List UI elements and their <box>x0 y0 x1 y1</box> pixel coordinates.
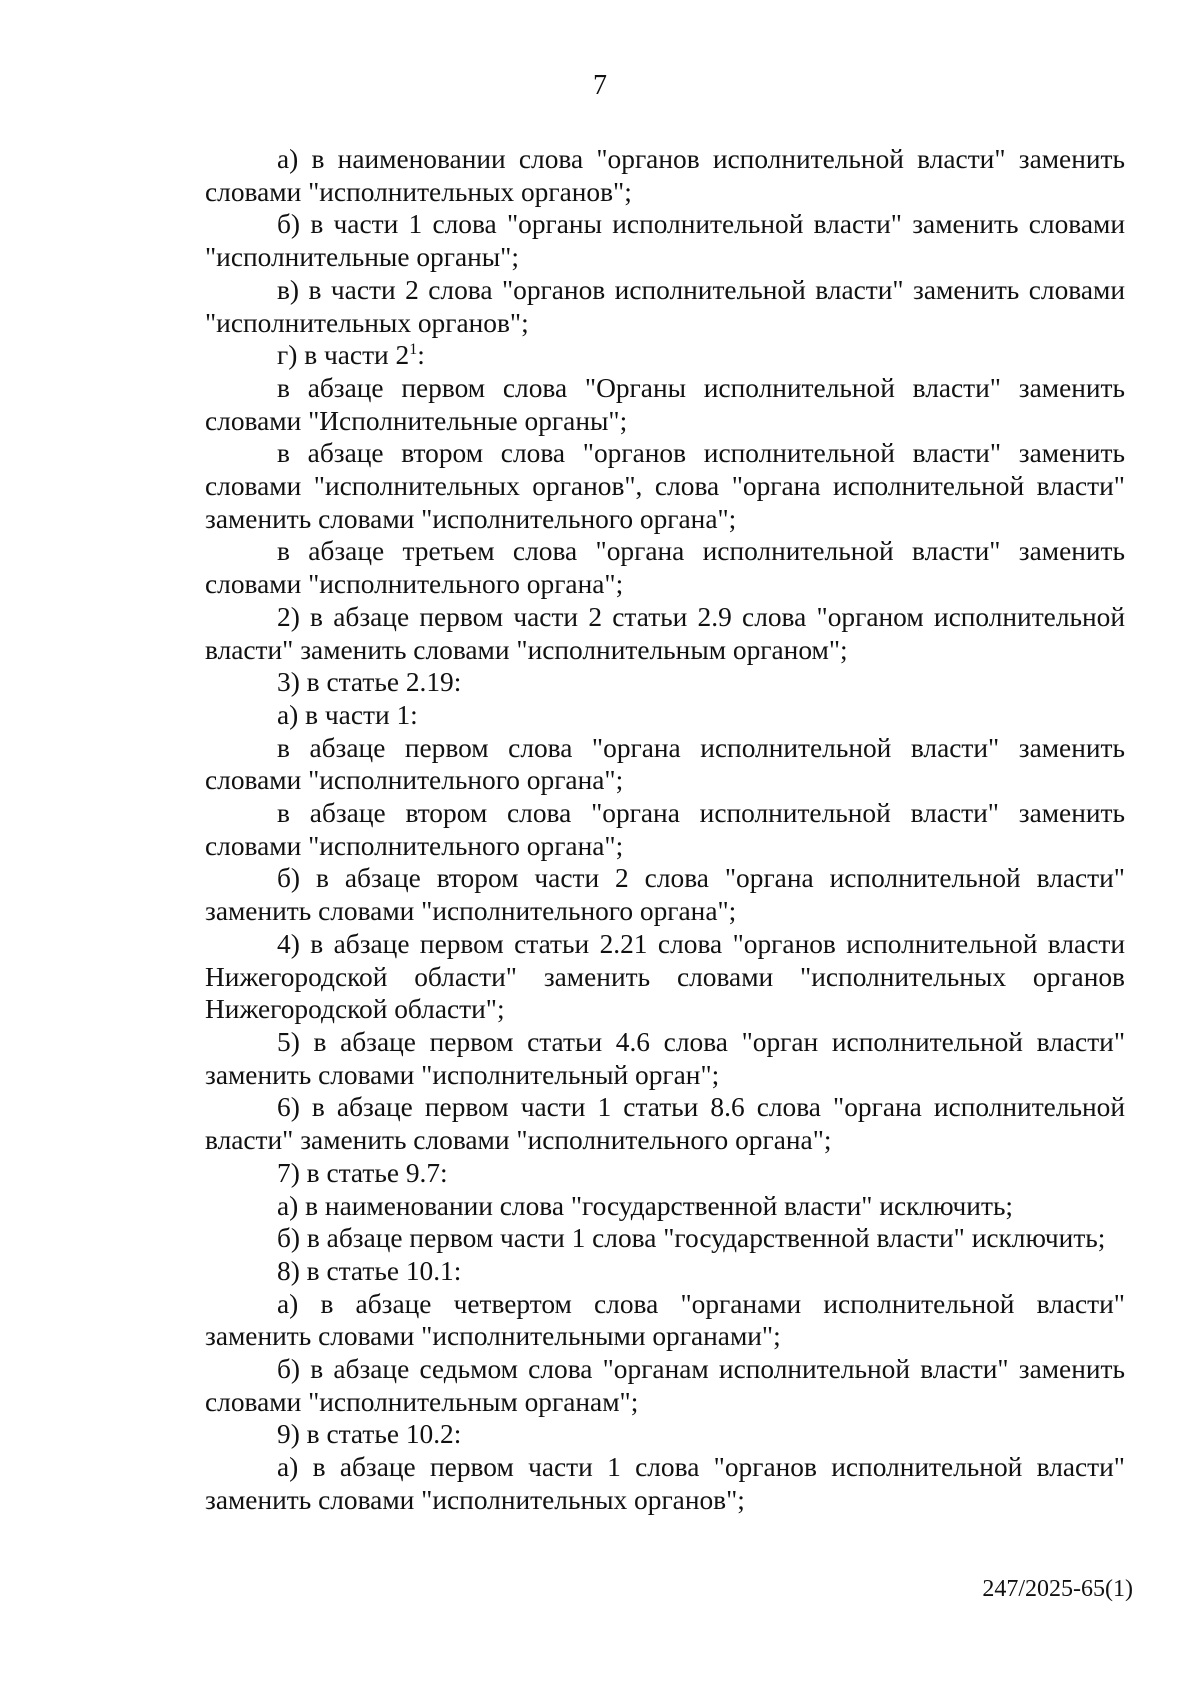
paragraph-24: а) в абзаце первом части 1 слова "органов исполнительной власти" заменить словами "исполнительных органов"; <box>205 1452 1125 1515</box>
paragraph-11: в абзаце первом слова "органа исполнительной власти" заменить словами "исполнительного органа"; <box>205 732 1125 796</box>
paragraph-7: в абзаце третьем слова "органа исполнительной власти" заменить словами "исполнительного органа"; <box>205 536 1125 600</box>
paragraph-9: 3) в статье 2.19: <box>277 667 462 698</box>
paragraph-21: а) в абзаце четвертом слова "органами исполнительной власти" заменить словами "исполнительными органами"; <box>205 1288 1125 1352</box>
paragraph-17: 7) в статье 9.7: <box>277 1157 448 1188</box>
paragraph-1: а) в наименовании слова "органов исполнительной власти" заменить словами "исполнительных органов"; <box>205 144 1125 207</box>
paragraph-20: 8) в статье 10.1: <box>277 1255 462 1286</box>
superscript-index: 1 <box>409 341 418 359</box>
paragraph-2: б) в части 1 слова "органы исполнительной власти" заменить словами "исполнительные органы"; <box>205 209 1125 273</box>
paragraph-13: б) в абзаце втором части 2 слова "органа исполнительной власти" заменить словами "исполнительного органа"; <box>205 863 1125 927</box>
paragraph-12: в абзаце втором слова "органа исполнительной власти" заменить словами "исполнительного органа"; <box>205 798 1125 861</box>
paragraph-6: в абзаце втором слова "органов исполнительной власти" заменить словами "исполнительных органов", слова "органа исполнительной власти" заменить словами "исполнительного органа"; <box>205 438 1125 534</box>
document-registration-code: 247/2025-65(1) <box>982 1576 1133 1602</box>
paragraph-15: 5) в абзаце первом статьи 4.6 слова "орган исполнительной власти" заменить словами "исполнительный орган"; <box>205 1026 1125 1090</box>
paragraph-16: 6) в абзаце первом части 1 статьи 8.6 слова "органа исполнительной власти" заменить словами "исполнительного органа"; <box>205 1092 1125 1156</box>
paragraph-18: а) в наименовании слова "государственной власти" исключить; <box>277 1190 1014 1221</box>
paragraph-4-colon: : <box>417 340 425 371</box>
paragraph-4-text: г) в части 2 <box>277 340 410 371</box>
paragraph-8: 2) в абзаце первом части 2 статьи 2.9 слова "органом исполнительной власти" заменить словами "исполнительным органом"; <box>205 601 1125 665</box>
paragraph-22: б) в абзаце седьмом слова "органам исполнительной власти" заменить словами "исполнительным органам"; <box>205 1354 1125 1417</box>
page-number: 7 <box>593 70 607 101</box>
paragraph-10: а) в части 1: <box>277 699 418 730</box>
paragraph-5: в абзаце первом слова "Органы исполнительной власти" заменить словами "Исполнительные органы"; <box>205 372 1125 436</box>
document-body <box>205 143 1125 1517</box>
paragraph-4 <box>205 339 1125 372</box>
paragraph-23: 9) в статье 10.2: <box>277 1419 462 1450</box>
paragraph-3: в) в части 2 слова "органов исполнительной власти" заменить словами "исполнительных органов"; <box>205 274 1125 338</box>
paragraph-19: б) в абзаце первом части 1 слова "государственной власти" исключить; <box>277 1223 1106 1254</box>
paragraph-14: 4) в абзаце первом статьи 2.21 слова "органов исполнительной власти Нижегородской области" заменить словами "исполнительных органов Нижегородской области"; <box>205 928 1125 1025</box>
